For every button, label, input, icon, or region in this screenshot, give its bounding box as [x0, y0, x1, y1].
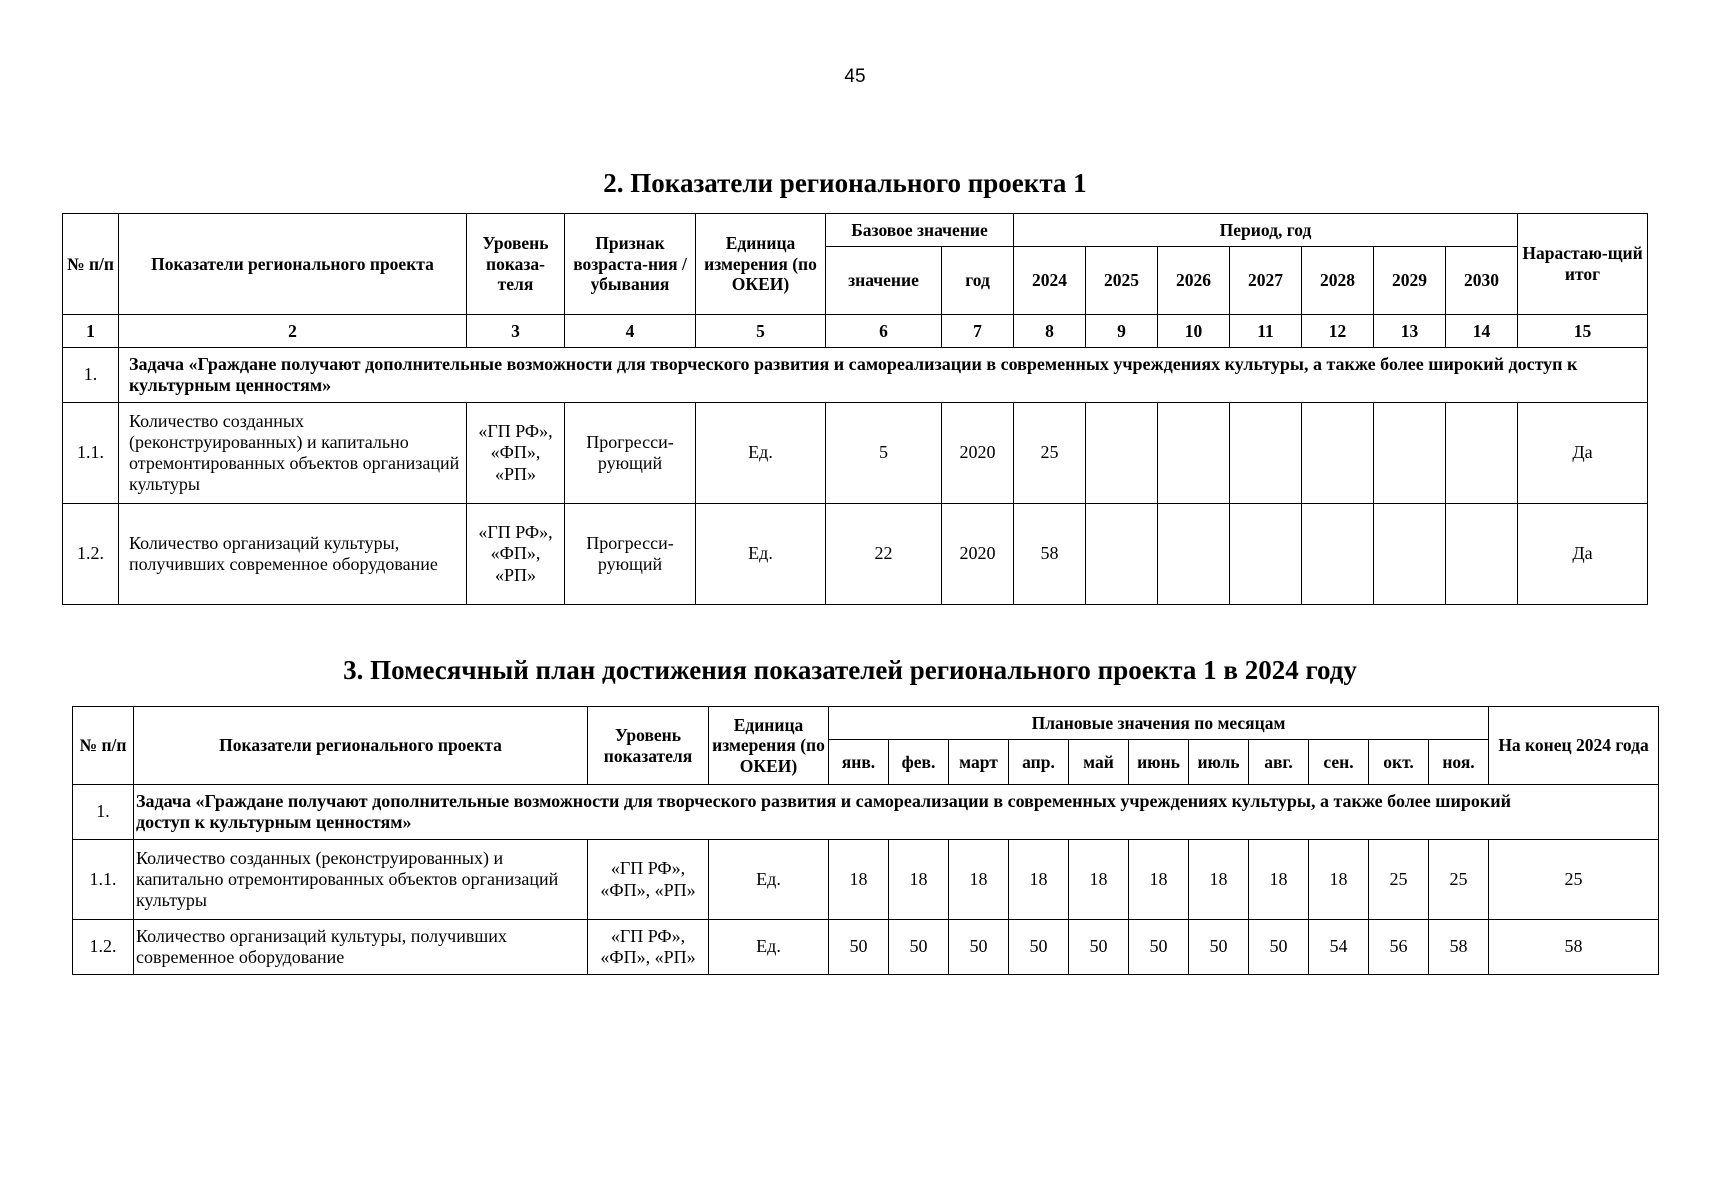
row-month-value: 56 [1369, 920, 1429, 975]
task-row [63, 348, 1648, 403]
col-number: 8 [1014, 315, 1086, 348]
row-month-value: 50 [1189, 920, 1249, 975]
row-indicator: Количество организаций культуры, получивших современное оборудование [119, 504, 467, 605]
row-month-value: 18 [1309, 840, 1369, 920]
header-month: июнь [1129, 740, 1189, 785]
col-number: 12 [1302, 315, 1374, 348]
row-month-value: 50 [1249, 920, 1309, 975]
header-level: Уровень показа-теля [467, 214, 565, 315]
header-base-year: год [942, 247, 1014, 315]
row-month-value: 25 [1369, 840, 1429, 920]
row-indicator: Количество организаций культуры, получивших современное оборудование [134, 920, 588, 975]
row-year-value [1302, 403, 1374, 504]
header-planned: Плановые значения по месяцам [829, 707, 1489, 740]
row-base-year: 2020 [942, 504, 1014, 605]
header-unit: Единица измерения (по ОКЕИ) [696, 214, 826, 315]
header-sign: Признак возраста-ния / убывания [565, 214, 696, 315]
row-base-year: 2020 [942, 403, 1014, 504]
section-3-title: 3. Помесячный план достижения показателей регионального проекта 1 в 2024 году [343, 655, 1357, 685]
row-month-value: 18 [1009, 840, 1069, 920]
header-month: ноя. [1429, 740, 1489, 785]
row-level: «ГП РФ», «ФП», «РП» [467, 504, 565, 605]
header-num: № п/п [73, 707, 134, 785]
table-row [63, 403, 1648, 504]
header-month: сен. [1309, 740, 1369, 785]
header-year: 2025 [1086, 247, 1158, 315]
row-month-value: 54 [1309, 920, 1369, 975]
row-year-value: 58 [1014, 504, 1086, 605]
monthly-plan-table [72, 706, 1659, 975]
header-year: 2030 [1446, 247, 1518, 315]
col-number: 2 [119, 315, 467, 348]
row-year-value [1374, 403, 1446, 504]
header-num: № п/п [63, 214, 119, 315]
row-month-value: 18 [829, 840, 889, 920]
row-year-value [1374, 504, 1446, 605]
col-number: 14 [1446, 315, 1518, 348]
row-base-value: 5 [826, 403, 942, 504]
header-cumulative: Нарастаю-щий итог [1518, 214, 1648, 315]
row-year-value [1230, 504, 1302, 605]
header-unit: Единица измерения (по ОКЕИ) [709, 707, 829, 785]
page-number: 45 [844, 66, 866, 87]
row-sign: Прогресси-рующий [565, 403, 696, 504]
header-month: май [1069, 740, 1129, 785]
row-year-value: 25 [1014, 403, 1086, 504]
row-month-value: 18 [1069, 840, 1129, 920]
header-month: авг. [1249, 740, 1309, 785]
header-year: 2029 [1374, 247, 1446, 315]
row-month-value: 18 [889, 840, 949, 920]
table-row [73, 840, 1659, 920]
header-month: апр. [1009, 740, 1069, 785]
col-number: 10 [1158, 315, 1230, 348]
row-year-value [1230, 403, 1302, 504]
row-level: «ГП РФ», «ФП», «РП» [467, 403, 565, 504]
row-year-value [1158, 403, 1230, 504]
header-indicator: Показатели регионального проекта [119, 214, 467, 315]
row-year-value [1302, 504, 1374, 605]
row-unit: Ед. [696, 504, 826, 605]
header-end: На конец 2024 года [1489, 707, 1659, 785]
row-num: 1.1. [73, 840, 134, 920]
row-level: «ГП РФ», «ФП», «РП» [588, 840, 709, 920]
row-month-value: 18 [1249, 840, 1309, 920]
row-end-value: 58 [1489, 920, 1659, 975]
header-indicator: Показатели регионального проекта [134, 707, 588, 785]
row-year-value [1446, 504, 1518, 605]
header-year: 2026 [1158, 247, 1230, 315]
task-num: 1. [63, 348, 119, 403]
row-month-value: 18 [1189, 840, 1249, 920]
row-num: 1.1. [63, 403, 119, 504]
row-indicator: Количество созданных (реконструированных) и капитально отремонтированных объектов организаций культуры [119, 403, 467, 504]
col-number: 9 [1086, 315, 1158, 348]
header-month: март [949, 740, 1009, 785]
col-number: 4 [565, 315, 696, 348]
row-indicator: Количество созданных (реконструированных) и капитально отремонтированных объектов организаций культуры [134, 840, 588, 920]
task-num: 1. [73, 785, 134, 840]
table-row [63, 504, 1648, 605]
row-month-value: 50 [949, 920, 1009, 975]
row-end-value: 25 [1489, 840, 1659, 920]
col-number: 7 [942, 315, 1014, 348]
row-unit: Ед. [709, 920, 829, 975]
header-level: Уровень показателя [588, 707, 709, 785]
header-year: 2024 [1014, 247, 1086, 315]
task-text: Задача «Граждане получают дополнительные возможности для творческого развития и самореализации в современных учреждениях культуры, а также более широкий доступ к культурным ценностям» [119, 348, 1648, 403]
row-year-value [1086, 504, 1158, 605]
col-number: 15 [1518, 315, 1648, 348]
section-2-title: 2. Показатели регионального проекта 1 [603, 168, 1087, 198]
task-row [73, 785, 1659, 840]
row-year-value [1086, 403, 1158, 504]
row-month-value: 25 [1429, 840, 1489, 920]
row-month-value: 18 [1129, 840, 1189, 920]
header-month: окт. [1369, 740, 1429, 785]
row-year-value [1158, 504, 1230, 605]
row-cumulative: Да [1518, 504, 1648, 605]
col-number: 5 [696, 315, 826, 348]
row-month-value: 50 [1009, 920, 1069, 975]
row-month-value: 50 [1069, 920, 1129, 975]
task-text: Задача «Граждане получают дополнительные возможности для творческого развития и самореализации в современных учреждениях культуры, а также более широкий доступ к культурным ценностям» [134, 785, 1659, 840]
row-num: 1.2. [63, 504, 119, 605]
regional-indicators-table [62, 213, 1648, 605]
row-unit: Ед. [709, 840, 829, 920]
header-base-value: значение [826, 247, 942, 315]
col-number: 6 [826, 315, 942, 348]
col-number: 1 [63, 315, 119, 348]
header-year: 2028 [1302, 247, 1374, 315]
header-month: июль [1189, 740, 1249, 785]
header-period: Период, год [1014, 214, 1518, 247]
row-year-value [1446, 403, 1518, 504]
row-base-value: 22 [826, 504, 942, 605]
row-cumulative: Да [1518, 403, 1648, 504]
row-month-value: 50 [829, 920, 889, 975]
header-month: фев. [889, 740, 949, 785]
col-number: 13 [1374, 315, 1446, 348]
header-base: Базовое значение [826, 214, 1014, 247]
row-level: «ГП РФ», «ФП», «РП» [588, 920, 709, 975]
row-month-value: 50 [889, 920, 949, 975]
table-row [73, 920, 1659, 975]
row-unit: Ед. [696, 403, 826, 504]
header-year: 2027 [1230, 247, 1302, 315]
row-month-value: 50 [1129, 920, 1189, 975]
row-sign: Прогресси-рующий [565, 504, 696, 605]
row-num: 1.2. [73, 920, 134, 975]
col-number: 3 [467, 315, 565, 348]
row-month-value: 58 [1429, 920, 1489, 975]
col-number: 11 [1230, 315, 1302, 348]
header-month: янв. [829, 740, 889, 785]
row-month-value: 18 [949, 840, 1009, 920]
